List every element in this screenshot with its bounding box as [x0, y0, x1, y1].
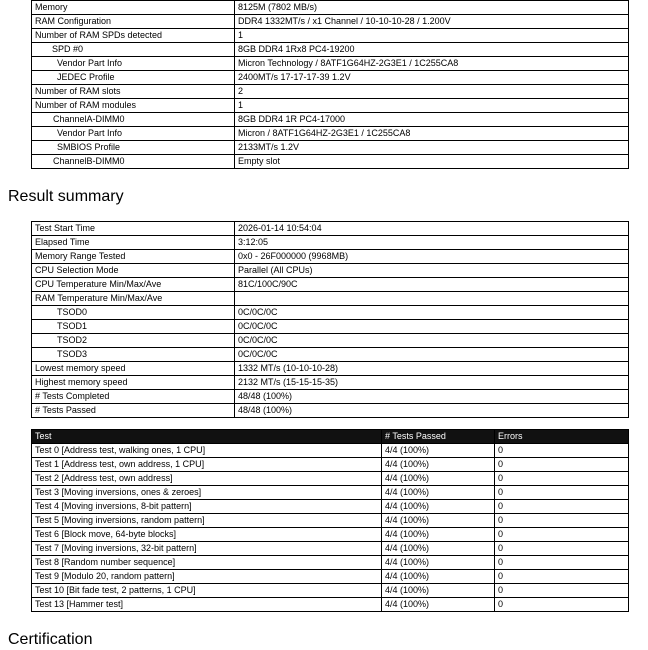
- row-label: ChannelA-DIMM0: [32, 113, 235, 127]
- test-name-cell: Test 0 [Address test, walking ones, 1 CPU]: [32, 444, 382, 458]
- row-value: 81C/100C/90C: [235, 278, 629, 292]
- row-label: Memory Range Tested: [32, 250, 235, 264]
- table-row: [32, 222, 629, 236]
- errors-cell: 0: [495, 584, 629, 598]
- tests-passed-cell: 4/4 (100%): [382, 570, 495, 584]
- row-label: TSOD2: [32, 334, 235, 348]
- test-row: [32, 598, 629, 612]
- row-value: Parallel (All CPUs): [235, 264, 629, 278]
- tests-passed-cell: 4/4 (100%): [382, 584, 495, 598]
- row-value: 8GB DDR4 1R PC4-17000: [235, 113, 629, 127]
- table-row: [32, 155, 629, 169]
- test-row: [32, 514, 629, 528]
- table-row: [32, 99, 629, 113]
- row-label: Memory: [32, 1, 235, 15]
- test-name-cell: Test 1 [Address test, own address, 1 CPU]: [32, 458, 382, 472]
- row-value: 0x0 - 26F000000 (9968MB): [235, 250, 629, 264]
- table-row: [32, 404, 629, 418]
- test-name-cell: Test 5 [Moving inversions, random pattern]: [32, 514, 382, 528]
- certification-heading: Certification: [8, 631, 93, 648]
- tests-passed-cell: 4/4 (100%): [382, 514, 495, 528]
- test-row: [32, 458, 629, 472]
- table-row: [32, 29, 629, 43]
- row-label: TSOD3: [32, 348, 235, 362]
- row-label: Elapsed Time: [32, 236, 235, 250]
- test-name-cell: Test 2 [Address test, own address]: [32, 472, 382, 486]
- errors-cell: 0: [495, 500, 629, 514]
- errors-cell: 0: [495, 472, 629, 486]
- table-row: [32, 141, 629, 155]
- row-label: TSOD1: [32, 320, 235, 334]
- errors-cell: 0: [495, 542, 629, 556]
- table-row: [32, 250, 629, 264]
- row-label: # Tests Passed: [32, 404, 235, 418]
- row-value: DDR4 1332MT/s / x1 Channel / 10-10-10-28 / 1.200V: [235, 15, 629, 29]
- row-label: ChannelB-DIMM0: [32, 155, 235, 169]
- row-value: 1: [235, 99, 629, 113]
- table-row: [32, 348, 629, 362]
- row-value: 0C/0C/0C: [235, 306, 629, 320]
- test-row: [32, 584, 629, 598]
- row-value: 48/48 (100%): [235, 404, 629, 418]
- memory-config-table: [31, 0, 629, 169]
- table-row: [32, 71, 629, 85]
- test-row: [32, 472, 629, 486]
- row-value: 0C/0C/0C: [235, 348, 629, 362]
- errors-cell: 0: [495, 598, 629, 612]
- test-name-cell: Test 6 [Block move, 64-byte blocks]: [32, 528, 382, 542]
- row-value: 8GB DDR4 1Rx8 PC4-19200: [235, 43, 629, 57]
- tests-passed-cell: 4/4 (100%): [382, 542, 495, 556]
- test-row: [32, 500, 629, 514]
- test-results-header-row: [32, 430, 629, 444]
- row-value: 1332 MT/s (10-10-10-28): [235, 362, 629, 376]
- table-row: [32, 236, 629, 250]
- row-value: 2026-01-14 10:54:04: [235, 222, 629, 236]
- tests-passed-cell: 4/4 (100%): [382, 444, 495, 458]
- table-row: [32, 320, 629, 334]
- row-label: CPU Temperature Min/Max/Ave: [32, 278, 235, 292]
- test-row: [32, 570, 629, 584]
- row-label: Vendor Part Info: [32, 57, 235, 71]
- table-row: [32, 43, 629, 57]
- row-value: 0C/0C/0C: [235, 320, 629, 334]
- row-value: 0C/0C/0C: [235, 334, 629, 348]
- row-label: CPU Selection Mode: [32, 264, 235, 278]
- test-row: [32, 444, 629, 458]
- errors-cell: 0: [495, 444, 629, 458]
- row-label: Test Start Time: [32, 222, 235, 236]
- errors-cell: 0: [495, 486, 629, 500]
- tests-passed-cell: 4/4 (100%): [382, 528, 495, 542]
- tests-passed-cell: 4/4 (100%): [382, 500, 495, 514]
- row-label: JEDEC Profile: [32, 71, 235, 85]
- row-label: Lowest memory speed: [32, 362, 235, 376]
- table-row: [32, 1, 629, 15]
- table-row: [32, 85, 629, 99]
- errors-cell: 0: [495, 556, 629, 570]
- test-name-cell: Test 10 [Bit fade test, 2 patterns, 1 CPU]: [32, 584, 382, 598]
- tests-passed-cell: 4/4 (100%): [382, 458, 495, 472]
- test-name-cell: Test 4 [Moving inversions, 8-bit pattern]: [32, 500, 382, 514]
- tests-passed-cell: 4/4 (100%): [382, 486, 495, 500]
- table-row: [32, 376, 629, 390]
- row-value: 48/48 (100%): [235, 390, 629, 404]
- table-row: [32, 390, 629, 404]
- row-value: 2: [235, 85, 629, 99]
- test-name-cell: Test 3 [Moving inversions, ones & zeroes]: [32, 486, 382, 500]
- row-label: Highest memory speed: [32, 376, 235, 390]
- row-label: Number of RAM slots: [32, 85, 235, 99]
- row-value: 2133MT/s 1.2V: [235, 141, 629, 155]
- row-label: Number of RAM modules: [32, 99, 235, 113]
- row-value: [235, 292, 629, 306]
- tests-passed-cell: 4/4 (100%): [382, 598, 495, 612]
- errors-cell: 0: [495, 458, 629, 472]
- row-label: SPD #0: [32, 43, 235, 57]
- row-value: Empty slot: [235, 155, 629, 169]
- tests-passed-cell: 4/4 (100%): [382, 472, 495, 486]
- table-row: [32, 306, 629, 320]
- test-row: [32, 528, 629, 542]
- table-row: [32, 278, 629, 292]
- errors-cell: 0: [495, 528, 629, 542]
- test-name-cell: Test 9 [Modulo 20, random pattern]: [32, 570, 382, 584]
- row-value: 2132 MT/s (15-15-15-35): [235, 376, 629, 390]
- row-value: 2400MT/s 17-17-17-39 1.2V: [235, 71, 629, 85]
- test-row: [32, 542, 629, 556]
- test-name-cell: Test 8 [Random number sequence]: [32, 556, 382, 570]
- row-value: Micron / 8ATF1G64HZ-2G3E1 / 1C255CA8: [235, 127, 629, 141]
- errors-cell: 0: [495, 514, 629, 528]
- errors-column-header: Errors: [495, 430, 629, 444]
- test-results-table: [31, 429, 629, 612]
- result-summary-table: [31, 221, 629, 418]
- row-label: SMBIOS Profile: [32, 141, 235, 155]
- row-label: # Tests Completed: [32, 390, 235, 404]
- table-row: [32, 57, 629, 71]
- row-value: 1: [235, 29, 629, 43]
- test-row: [32, 486, 629, 500]
- result-summary-heading: Result summary: [8, 188, 124, 205]
- row-label: RAM Configuration: [32, 15, 235, 29]
- row-value: 3:12:05: [235, 236, 629, 250]
- row-label: TSOD0: [32, 306, 235, 320]
- table-row: [32, 127, 629, 141]
- row-value: 8125M (7802 MB/s): [235, 1, 629, 15]
- test-column-header: Test: [32, 430, 382, 444]
- test-row: [32, 556, 629, 570]
- table-row: [32, 113, 629, 127]
- tests-passed-column-header: # Tests Passed: [382, 430, 495, 444]
- tests-passed-cell: 4/4 (100%): [382, 556, 495, 570]
- table-row: [32, 15, 629, 29]
- table-row: [32, 264, 629, 278]
- test-name-cell: Test 13 [Hammer test]: [32, 598, 382, 612]
- row-value: Micron Technology / 8ATF1G64HZ-2G3E1 / 1C255CA8: [235, 57, 629, 71]
- row-label: Number of RAM SPDs detected: [32, 29, 235, 43]
- table-row: [32, 334, 629, 348]
- errors-cell: 0: [495, 570, 629, 584]
- table-row: [32, 292, 629, 306]
- table-row: [32, 362, 629, 376]
- row-label: RAM Temperature Min/Max/Ave: [32, 292, 235, 306]
- test-name-cell: Test 7 [Moving inversions, 32-bit pattern]: [32, 542, 382, 556]
- row-label: Vendor Part Info: [32, 127, 235, 141]
